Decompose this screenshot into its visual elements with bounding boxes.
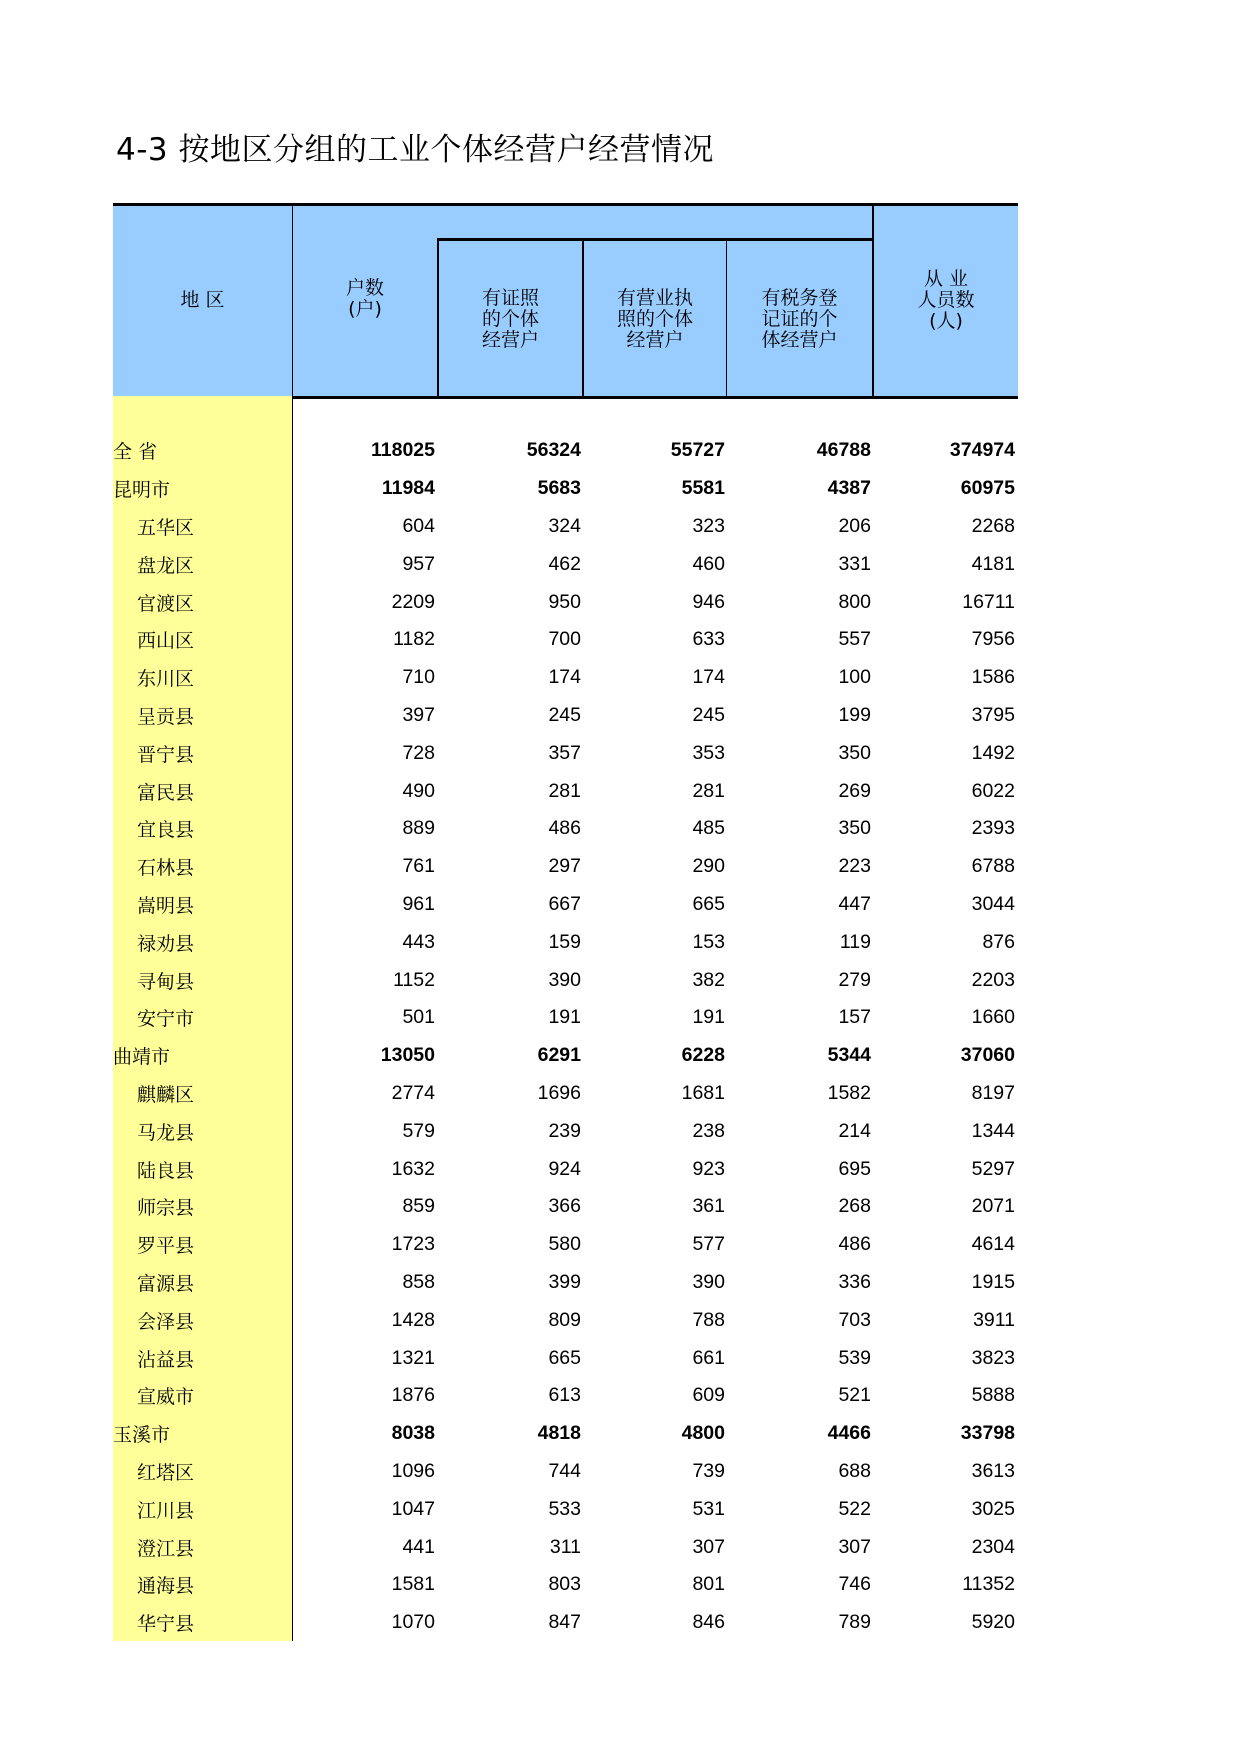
table-row bbox=[113, 470, 1019, 508]
table-row bbox=[113, 432, 1019, 470]
value-cell: 5920 bbox=[971, 1611, 1015, 1634]
value-cell: 174 bbox=[548, 666, 581, 689]
value-cell: 609 bbox=[692, 1384, 725, 1407]
value-cell: 361 bbox=[692, 1195, 725, 1218]
value-cell: 245 bbox=[548, 703, 581, 726]
region-name: 全 省 bbox=[113, 441, 158, 464]
value-cell: 577 bbox=[692, 1233, 725, 1256]
value-cell: 46788 bbox=[816, 439, 871, 462]
value-cell: 1660 bbox=[971, 1006, 1015, 1029]
value-cell: 447 bbox=[838, 892, 871, 915]
value-cell: 1586 bbox=[971, 666, 1015, 689]
value-cell: 1152 bbox=[393, 968, 435, 991]
value-cell: 557 bbox=[838, 628, 871, 651]
value-cell: 961 bbox=[402, 892, 435, 915]
value-cell: 1096 bbox=[391, 1459, 435, 1482]
value-cell: 5683 bbox=[537, 477, 581, 500]
value-cell: 7956 bbox=[971, 628, 1015, 651]
value-cell: 191 bbox=[548, 1006, 581, 1029]
value-cell: 100 bbox=[838, 666, 871, 689]
value-cell: 350 bbox=[838, 817, 871, 840]
table-row bbox=[113, 1112, 1019, 1150]
table-row bbox=[113, 999, 1019, 1037]
value-cell: 746 bbox=[838, 1573, 871, 1596]
value-cell: 1632 bbox=[391, 1157, 435, 1180]
value-cell: 159 bbox=[548, 930, 581, 953]
value-cell: 1428 bbox=[391, 1308, 435, 1331]
value-cell: 924 bbox=[548, 1157, 581, 1180]
table-row bbox=[113, 621, 1019, 659]
value-cell: 366 bbox=[548, 1195, 581, 1218]
value-cell: 801 bbox=[692, 1573, 725, 1596]
value-cell: 4466 bbox=[827, 1422, 871, 1445]
table-row bbox=[113, 1453, 1019, 1491]
value-cell: 269 bbox=[838, 779, 871, 802]
table-row bbox=[113, 734, 1019, 772]
value-cell: 1344 bbox=[971, 1119, 1015, 1142]
divider bbox=[437, 238, 873, 241]
value-cell: 11984 bbox=[381, 477, 435, 500]
region-name: 沾益县 bbox=[137, 1348, 195, 1371]
value-cell: 56324 bbox=[526, 439, 581, 462]
table-row bbox=[113, 1415, 1019, 1453]
header-business-license: 有营业执 照的个体 经营户 bbox=[616, 287, 693, 351]
header-region: 地 区 bbox=[180, 289, 225, 311]
value-cell: 889 bbox=[402, 817, 435, 840]
region-name: 会泽县 bbox=[137, 1310, 195, 1333]
value-cell: 744 bbox=[548, 1459, 581, 1482]
region-name: 昆明市 bbox=[113, 479, 171, 502]
value-cell: 33798 bbox=[960, 1422, 1015, 1445]
region-name: 官渡区 bbox=[137, 592, 195, 615]
value-cell: 2774 bbox=[391, 1081, 435, 1104]
value-cell: 846 bbox=[692, 1611, 725, 1634]
region-name: 晋宁县 bbox=[137, 743, 195, 766]
value-cell: 580 bbox=[548, 1233, 581, 1256]
header-tax-registered: 有税务登 记证的个 体经营户 bbox=[761, 287, 838, 351]
value-cell: 6228 bbox=[681, 1044, 725, 1067]
value-cell: 3795 bbox=[971, 703, 1015, 726]
table-row bbox=[113, 508, 1019, 546]
value-cell: 667 bbox=[548, 892, 581, 915]
table-row bbox=[113, 886, 1019, 924]
value-cell: 809 bbox=[548, 1308, 581, 1331]
value-cell: 788 bbox=[692, 1308, 725, 1331]
table-row bbox=[113, 1604, 1019, 1642]
value-cell: 803 bbox=[548, 1573, 581, 1596]
region-name: 澄江县 bbox=[137, 1537, 195, 1560]
value-cell: 4181 bbox=[971, 552, 1015, 575]
table-row bbox=[113, 659, 1019, 697]
value-cell: 2268 bbox=[971, 514, 1015, 537]
region-name: 江川县 bbox=[137, 1499, 195, 1522]
table-row bbox=[113, 1150, 1019, 1188]
value-cell: 923 bbox=[692, 1157, 725, 1180]
value-cell: 4614 bbox=[971, 1233, 1015, 1256]
table-row bbox=[113, 1037, 1019, 1075]
table-row bbox=[113, 848, 1019, 886]
data-table bbox=[113, 432, 1019, 1642]
value-cell: 5297 bbox=[971, 1157, 1015, 1180]
value-cell: 579 bbox=[402, 1119, 435, 1142]
value-cell: 336 bbox=[838, 1270, 871, 1293]
value-cell: 3613 bbox=[971, 1459, 1015, 1482]
header-households: 户数 (户) bbox=[345, 277, 384, 320]
region-name: 马龙县 bbox=[137, 1121, 195, 1144]
table-row bbox=[113, 772, 1019, 810]
value-cell: 2203 bbox=[971, 968, 1015, 991]
region-name: 嵩明县 bbox=[137, 894, 195, 917]
value-cell: 4818 bbox=[537, 1422, 581, 1445]
value-cell: 1915 bbox=[971, 1270, 1015, 1293]
value-cell: 357 bbox=[548, 741, 581, 764]
value-cell: 245 bbox=[692, 703, 725, 726]
value-cell: 281 bbox=[548, 779, 581, 802]
value-cell: 307 bbox=[838, 1535, 871, 1558]
value-cell: 55727 bbox=[670, 439, 725, 462]
region-name: 罗平县 bbox=[137, 1235, 195, 1258]
value-cell: 604 bbox=[402, 514, 435, 537]
value-cell: 486 bbox=[838, 1233, 871, 1256]
value-cell: 4387 bbox=[827, 477, 871, 500]
value-cell: 191 bbox=[692, 1006, 725, 1029]
region-name: 禄劝县 bbox=[137, 932, 195, 955]
value-cell: 633 bbox=[692, 628, 725, 651]
value-cell: 859 bbox=[402, 1195, 435, 1218]
table-row bbox=[113, 1226, 1019, 1264]
value-cell: 441 bbox=[402, 1535, 435, 1558]
value-cell: 16711 bbox=[962, 590, 1015, 613]
table-row bbox=[113, 1188, 1019, 1226]
region-name: 曲靖市 bbox=[113, 1046, 171, 1069]
region-name: 宜良县 bbox=[137, 819, 195, 842]
value-cell: 223 bbox=[838, 855, 871, 878]
value-cell: 397 bbox=[402, 703, 435, 726]
value-cell: 206 bbox=[838, 514, 871, 537]
value-cell: 279 bbox=[838, 968, 871, 991]
value-cell: 290 bbox=[692, 855, 725, 878]
value-cell: 739 bbox=[692, 1459, 725, 1482]
value-cell: 789 bbox=[838, 1611, 871, 1634]
value-cell: 665 bbox=[548, 1346, 581, 1369]
region-name: 盘龙区 bbox=[137, 554, 195, 577]
value-cell: 323 bbox=[692, 514, 725, 537]
value-cell: 950 bbox=[548, 590, 581, 613]
value-cell: 1696 bbox=[537, 1081, 581, 1104]
region-name: 师宗县 bbox=[137, 1197, 195, 1220]
region-name: 陆良县 bbox=[137, 1159, 195, 1182]
table-row bbox=[113, 1566, 1019, 1604]
value-cell: 5344 bbox=[827, 1044, 871, 1067]
value-cell: 688 bbox=[838, 1459, 871, 1482]
table-row bbox=[113, 1377, 1019, 1415]
value-cell: 2393 bbox=[971, 817, 1015, 840]
header-employees: 从 业 人员数 (人) bbox=[917, 268, 975, 332]
value-cell: 6788 bbox=[971, 855, 1015, 878]
value-cell: 539 bbox=[838, 1346, 871, 1369]
value-cell: 11352 bbox=[962, 1573, 1015, 1596]
table-row bbox=[113, 923, 1019, 961]
value-cell: 8197 bbox=[971, 1081, 1015, 1104]
value-cell: 238 bbox=[692, 1119, 725, 1142]
value-cell: 486 bbox=[548, 817, 581, 840]
value-cell: 37060 bbox=[960, 1044, 1015, 1067]
value-cell: 281 bbox=[692, 779, 725, 802]
value-cell: 353 bbox=[692, 741, 725, 764]
table-header bbox=[113, 203, 1018, 399]
value-cell: 6022 bbox=[971, 779, 1015, 802]
value-cell: 703 bbox=[838, 1308, 871, 1331]
value-cell: 1681 bbox=[681, 1081, 725, 1104]
value-cell: 3823 bbox=[971, 1346, 1015, 1369]
value-cell: 13050 bbox=[380, 1044, 435, 1067]
value-cell: 1876 bbox=[391, 1384, 435, 1407]
value-cell: 485 bbox=[692, 817, 725, 840]
value-cell: 460 bbox=[692, 552, 725, 575]
value-cell: 324 bbox=[548, 514, 581, 537]
value-cell: 3025 bbox=[971, 1497, 1015, 1520]
value-cell: 374974 bbox=[949, 439, 1015, 462]
table-row bbox=[113, 1075, 1019, 1113]
table-row bbox=[113, 545, 1019, 583]
value-cell: 858 bbox=[402, 1270, 435, 1293]
value-cell: 1581 bbox=[391, 1573, 435, 1596]
value-cell: 174 bbox=[692, 666, 725, 689]
value-cell: 8038 bbox=[391, 1422, 435, 1445]
value-cell: 60975 bbox=[960, 477, 1015, 500]
table-row bbox=[113, 961, 1019, 999]
value-cell: 761 bbox=[402, 855, 435, 878]
value-cell: 665 bbox=[692, 892, 725, 915]
value-cell: 695 bbox=[838, 1157, 871, 1180]
region-name: 寻甸县 bbox=[137, 970, 195, 993]
table-row bbox=[113, 1490, 1019, 1528]
value-cell: 1070 bbox=[391, 1611, 435, 1634]
value-cell: 522 bbox=[838, 1497, 871, 1520]
value-cell: 268 bbox=[838, 1195, 871, 1218]
value-cell: 443 bbox=[402, 930, 435, 953]
value-cell: 1723 bbox=[391, 1233, 435, 1256]
region-name: 五华区 bbox=[137, 516, 195, 539]
table-row bbox=[113, 1301, 1019, 1339]
value-cell: 5581 bbox=[681, 477, 725, 500]
value-cell: 153 bbox=[692, 930, 725, 953]
value-cell: 239 bbox=[548, 1119, 581, 1142]
value-cell: 119 bbox=[839, 930, 871, 953]
table-row bbox=[113, 1264, 1019, 1302]
region-name: 西山区 bbox=[137, 630, 195, 653]
value-cell: 1047 bbox=[391, 1497, 435, 1520]
value-cell: 3911 bbox=[973, 1308, 1015, 1331]
value-cell: 3044 bbox=[971, 892, 1015, 915]
region-name: 富民县 bbox=[137, 781, 195, 804]
region-name: 玉溪市 bbox=[113, 1424, 171, 1447]
region-name: 通海县 bbox=[137, 1575, 195, 1598]
region-name: 华宁县 bbox=[137, 1613, 195, 1636]
value-cell: 1321 bbox=[391, 1346, 435, 1369]
region-name: 麒麟区 bbox=[137, 1083, 195, 1106]
region-name: 富源县 bbox=[137, 1272, 195, 1295]
value-cell: 661 bbox=[692, 1346, 725, 1369]
value-cell: 350 bbox=[838, 741, 871, 764]
value-cell: 1492 bbox=[971, 741, 1015, 764]
region-name: 呈贡县 bbox=[137, 705, 195, 728]
value-cell: 710 bbox=[402, 666, 435, 689]
value-cell: 800 bbox=[838, 590, 871, 613]
page-title: 4-3 按地区分组的工业个体经营户经营情况 bbox=[116, 132, 714, 168]
value-cell: 876 bbox=[982, 930, 1015, 953]
table-row bbox=[113, 1528, 1019, 1566]
value-cell: 157 bbox=[838, 1006, 871, 1029]
value-cell: 199 bbox=[838, 703, 871, 726]
value-cell: 700 bbox=[548, 628, 581, 651]
value-cell: 382 bbox=[692, 968, 725, 991]
region-name: 宣威市 bbox=[137, 1386, 195, 1409]
value-cell: 946 bbox=[692, 590, 725, 613]
value-cell: 847 bbox=[548, 1611, 581, 1634]
value-cell: 1182 bbox=[393, 628, 435, 651]
value-cell: 399 bbox=[548, 1270, 581, 1293]
value-cell: 490 bbox=[402, 779, 435, 802]
value-cell: 501 bbox=[402, 1006, 435, 1029]
region-name: 石林县 bbox=[137, 857, 195, 880]
value-cell: 957 bbox=[402, 552, 435, 575]
table-row bbox=[113, 1339, 1019, 1377]
value-cell: 728 bbox=[402, 741, 435, 764]
value-cell: 390 bbox=[692, 1270, 725, 1293]
table-row bbox=[113, 810, 1019, 848]
value-cell: 311 bbox=[549, 1535, 581, 1558]
value-cell: 118025 bbox=[371, 439, 435, 462]
region-name: 红塔区 bbox=[137, 1461, 195, 1484]
value-cell: 5888 bbox=[971, 1384, 1015, 1407]
value-cell: 2071 bbox=[971, 1195, 1015, 1218]
value-cell: 2209 bbox=[391, 590, 435, 613]
value-cell: 6291 bbox=[537, 1044, 581, 1067]
value-cell: 2304 bbox=[971, 1535, 1015, 1558]
region-name: 安宁市 bbox=[137, 1008, 195, 1031]
value-cell: 462 bbox=[548, 552, 581, 575]
header-licensed: 有证照 的个体 经营户 bbox=[481, 287, 539, 351]
value-cell: 613 bbox=[548, 1384, 581, 1407]
value-cell: 1582 bbox=[827, 1081, 871, 1104]
value-cell: 390 bbox=[548, 968, 581, 991]
value-cell: 214 bbox=[838, 1119, 871, 1142]
region-name: 东川区 bbox=[137, 668, 195, 691]
value-cell: 307 bbox=[692, 1535, 725, 1558]
table-row bbox=[113, 583, 1019, 621]
value-cell: 297 bbox=[548, 855, 581, 878]
value-cell: 521 bbox=[838, 1384, 871, 1407]
value-cell: 533 bbox=[548, 1497, 581, 1520]
value-cell: 331 bbox=[838, 552, 871, 575]
value-cell: 4800 bbox=[681, 1422, 725, 1445]
value-cell: 531 bbox=[692, 1497, 725, 1520]
table-row bbox=[113, 697, 1019, 735]
